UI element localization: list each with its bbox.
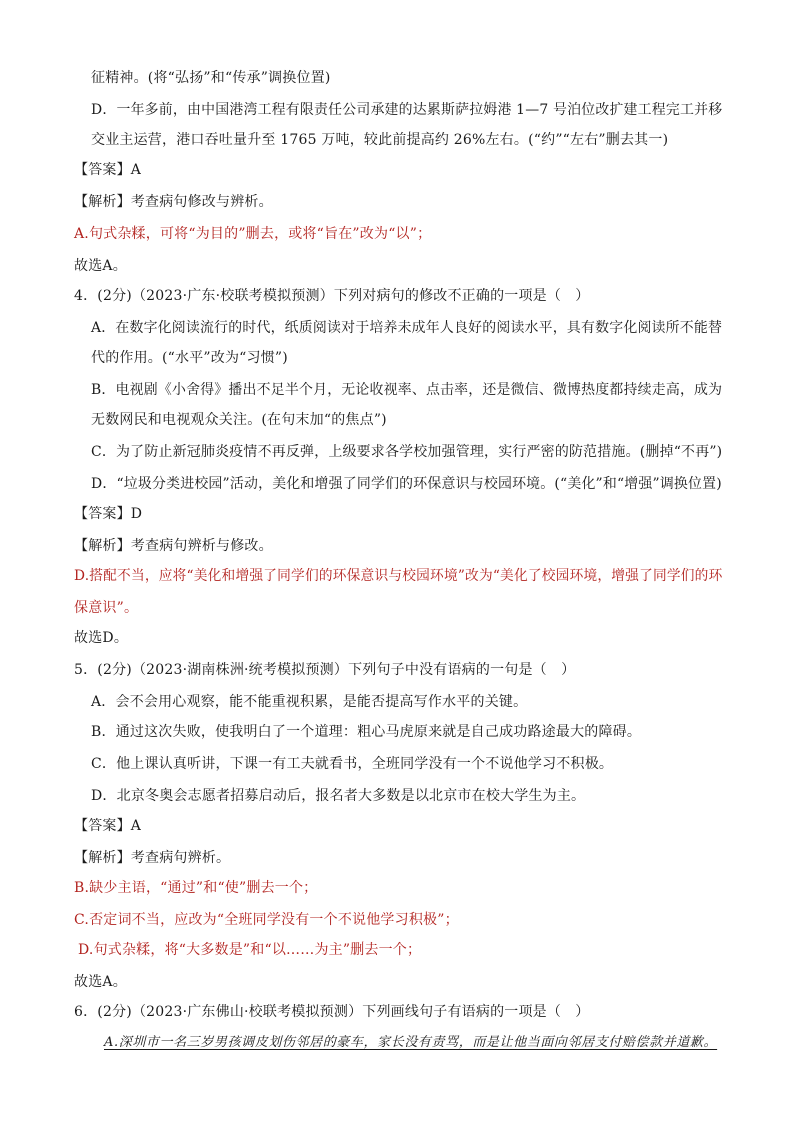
option-d: D．“垃圾分类进校园”活动，美化和增强了同学们的环保意识与校园环境。(“美化”和“增强”调换位置) bbox=[91, 476, 722, 492]
question-4-stem: 4．(2分)（2023·广东·校联考模拟预测）下列对病句的修改不正确的一项是（ ） bbox=[74, 288, 590, 304]
analysis-label: 【解析】考查病句辨析与修改。 bbox=[74, 538, 273, 554]
option-a: A．在数字化阅读流行的时代，纸质阅读对于培养未成年人良好的阅读水平，具有数字化阅读所不能替 bbox=[91, 320, 723, 336]
answer-label: 【答案】A bbox=[74, 162, 142, 178]
option-d: D．北京冬奥会志愿者招募启动后，报名者大多数是以北京市在校大学生为主。 bbox=[91, 788, 586, 804]
text-line: 征精神。(将“弘扬”和“传承”调换位置) bbox=[91, 70, 331, 86]
option-c: C．他上课认真听讲，下课一有工夫就看书，全班同学没有一个不说他学习不积极。 bbox=[91, 756, 614, 772]
answer-label: 【答案】D bbox=[74, 506, 143, 522]
analysis-label: 【解析】考查病句修改与辨析。 bbox=[74, 194, 273, 210]
option-d: D．一年多前，由中国港湾工程有限责任公司承建的达累斯萨拉姆港 1—7 号泊位改扩建工程完工并移 bbox=[91, 102, 723, 118]
option-b: B．电视剧《小舍得》播出不足半个月，无论收视率、点击率，还是微信、微博热度都持续走高，成为 bbox=[91, 382, 723, 398]
analysis-text: D.搭配不当，应将“美化和增强了同学们的环保意识与校园环境”改为“美化了校园环境，增强了同学们的环 bbox=[74, 568, 723, 584]
question-6-stem: 6．(2分)（2023·广东佛山·校联考模拟预测）下列画线句子有语病的一项是（ ） bbox=[74, 1004, 590, 1020]
option-b: B．通过这次失败，使我明白了一个道理：粗心马虎原来就是自己成功路途最大的障碍。 bbox=[91, 724, 642, 740]
analysis-text: A.句式杂糅，可将“为目的”删去，或将“旨在”改为“以”； bbox=[74, 226, 432, 242]
option-c: C．为了防止新冠肺炎疫情不再反弹，上级要求各学校加强管理，实行严密的防范措施。(删掉“不再”) bbox=[91, 444, 723, 460]
conclusion-text: 故选A。 bbox=[74, 258, 127, 274]
conclusion-text: 故选A。 bbox=[74, 974, 127, 990]
analysis-text: D.句式杂糅，将“大多数是”和“以……为主”删去一个； bbox=[78, 942, 422, 958]
text-line: 无数网民和电视观众关注。(在句末加“的焦点”) bbox=[91, 412, 387, 428]
conclusion-text: 故选D。 bbox=[74, 630, 129, 646]
underlined-sentence: A.深圳市一名三岁男孩调皮划伤邻居的豪车，家长没有责骂，而是让他当面向邻居支付赔偿款并道歉。 bbox=[104, 1035, 718, 1050]
analysis-text: 保意识”。 bbox=[74, 600, 139, 616]
analysis-text: C.否定词不当，应改为“全班同学没有一个不说他学习积极”； bbox=[74, 912, 459, 928]
text-line: 交业主运营，港口吞吐量升至 1765 万吨，较此前提高约 26%左右。(“约”“左右”删去其一) bbox=[91, 132, 669, 148]
text-line: 代的作用。(“水平”改为“习惯”) bbox=[91, 350, 288, 366]
analysis-text: B.缺少主语，“通过”和“使”删去一个； bbox=[74, 880, 318, 896]
analysis-label: 【解析】考查病句辨析。 bbox=[74, 850, 231, 866]
answer-label: 【答案】A bbox=[74, 818, 142, 834]
question-5-stem: 5．(2分)（2023·湖南株洲·统考模拟预测）下列句子中没有语病的一句是（ ） bbox=[74, 662, 576, 678]
option-a: A．会不会用心观察，能不能重视积累，是能否提高写作水平的关键。 bbox=[91, 694, 528, 710]
